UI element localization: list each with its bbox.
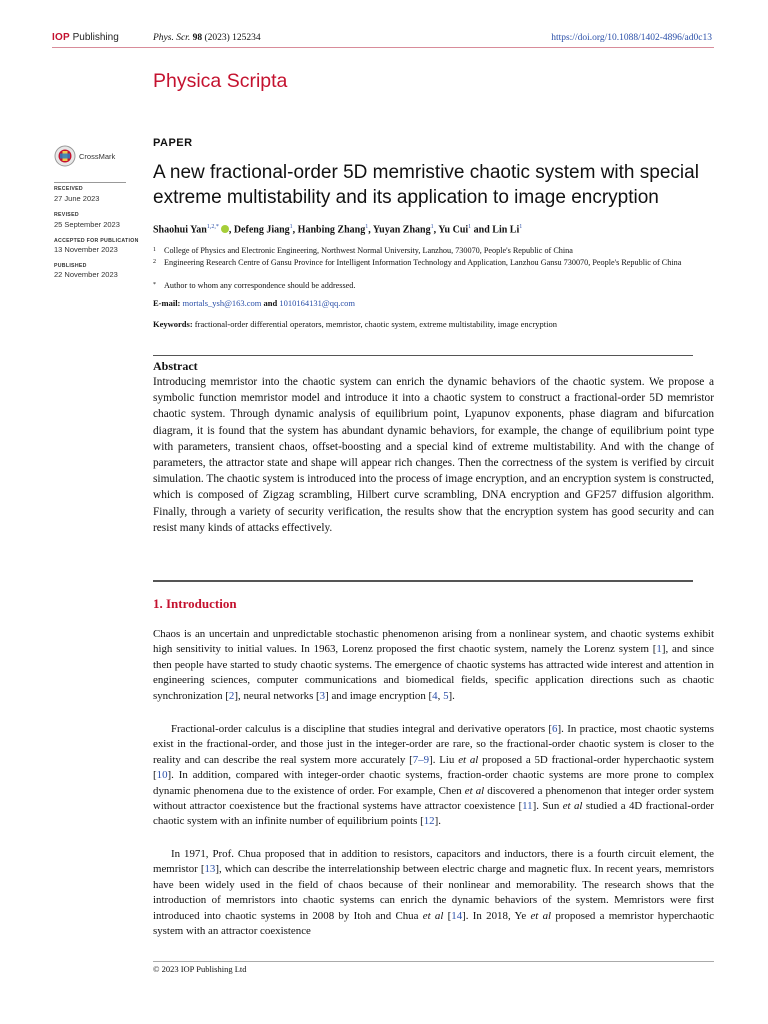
citation-ref[interactable]: 2 xyxy=(228,689,235,702)
text-run: ]. In 2018, Ye xyxy=(462,909,531,922)
paper-type: PAPER xyxy=(153,137,193,149)
author-affiliation-mark: 1,2,* xyxy=(206,224,219,230)
citation-journal: Phys. Scr. xyxy=(153,33,191,43)
crossmark-icon xyxy=(54,145,76,167)
email-line xyxy=(153,298,355,308)
logo-iop-text: IOP xyxy=(52,32,70,43)
doi-link[interactable]: https://doi.org/10.1088/1402-4896/ad0c13 xyxy=(551,33,712,43)
intro-paragraph-3 xyxy=(153,847,714,939)
abstract-heading: Abstract xyxy=(153,359,198,373)
revised-date: 25 September 2023 xyxy=(54,220,120,229)
crossmark-badge[interactable] xyxy=(54,142,124,170)
text-run: , xyxy=(437,689,444,702)
text-run: – xyxy=(418,753,424,766)
paper-title: A new fractional-order 5D memristive chaotic system with special extreme multistability and its application to image encryption xyxy=(153,162,699,208)
copyright-notice: © 2023 IOP Publishing Ltd xyxy=(153,964,247,974)
published-label: PUBLISHED xyxy=(54,263,87,269)
citation-ref[interactable]: 11 xyxy=(522,800,533,813)
logo-publishing-text: Publishing xyxy=(72,32,119,43)
citation xyxy=(153,32,261,44)
author-affiliation-mark: 1 xyxy=(365,224,369,230)
journal-title: Physica Scripta xyxy=(153,70,288,92)
author-affiliation-mark: 1 xyxy=(468,224,472,230)
text-run: studied a 4D fractional-order chaotic system with an infinite number of equilibrium points [ xyxy=(153,800,714,828)
citation-ref[interactable]: 14 xyxy=(451,909,463,922)
citation-ref[interactable]: 3 xyxy=(319,689,326,702)
author-affiliation-mark: 1 xyxy=(430,224,434,230)
text-run: ]. In addition, compared with integer-order chaotic systems, fraction-order chaotic systems are more prone to complex dynamic phenomena due to the existence of order. For example, Chen xyxy=(153,769,714,797)
text-run: et al xyxy=(530,909,552,922)
section-heading-introduction: 1. Introduction xyxy=(153,596,237,611)
abstract-text: Introducing memristor into the chaotic system can enrich the dynamic behaviors of the chaotic system. We propose a symbolic function memristor model and introduce it into a chaotic system to construct a fractional-order 5D memristor chaotic system. Through dynamic analysis of equilibrium point, Lyapunov exponents, phase diagram and bifurcation diagram, it is found that the system has abundant dynamic behaviors, for example, the change of equilibrium point type with parameters, transient chaos, offset-boosting and a special kind of extreme multistability. And with the change of parameters, the attractor state and shape will appear rich changes. Then the correctness of the system is verified by circuit simulation. The chaotic system is introduced into the process of image encryption, and an encryption system is constructed, which is composed of Zigzag scrambling, Hilbert curve scrambling, DNA encryption and GF257 diffusion algorithm. Finally, through a variety of security verification, the results show that the encryption system has good security and can resist many kinds of attacks effectively. xyxy=(153,376,714,534)
text-run: ], and since then people have started to study chaotic systems. The emergence of chaotic systems has attracted wide interest and attention in engineering sciences, computer communications and biomedical fields, specific application directions such as chaotic synchronization [ xyxy=(153,643,714,702)
citation-ref[interactable]: 4 xyxy=(432,689,438,702)
author-name: Yuyan Zhang xyxy=(372,224,431,236)
abstract-bottom-rule xyxy=(153,580,693,582)
keywords-label: Keywords: xyxy=(153,319,193,329)
accepted-label: ACCEPTED FOR PUBLICATION xyxy=(54,238,139,244)
intro-paragraph-1 xyxy=(153,627,714,704)
intro-paragraph-2 xyxy=(153,722,714,830)
text-run: ]. In practice, most chaotic systems exist in the fractional-order, and those just in the integer-order are rare, so the fractional-order chaotic system is closer to the reality and can describe the real system more accurately [ xyxy=(153,723,714,766)
text-run: proposed a memristor hyperchaotic system with an attractor coexistence xyxy=(153,909,714,938)
text-run: ], which can describe the interrelationship between electric charge and magnetic flux. In recent years, memristors have been widely used in the field of chaos because of their nonlinear and memorability. The research shows that the introduction of memristors into chaotic systems can enrich the dynamic behaviors of the system. Memristors were first introduced into chaotic systems in 2008 by Itoh and Chua xyxy=(153,863,714,922)
iop-publishing-logo xyxy=(52,32,119,44)
citation-ref[interactable]: 13 xyxy=(204,863,216,876)
text-run: ]. Sun xyxy=(532,800,563,813)
text-run: ]. Liu xyxy=(429,753,459,766)
keywords-text: fractional-order differential operators, memristor, chaotic system, extreme multistability, image encryption xyxy=(194,319,558,329)
text-run: ]. xyxy=(448,689,455,702)
text-run: [ xyxy=(443,909,452,922)
affiliation-text: College of Physics and Electronic Engineering, Northwest Normal University, Lanzhou, 730070, People's Republic of China xyxy=(164,246,573,255)
citation-ref[interactable]: 1 xyxy=(656,643,662,656)
author-name: Yu Cui xyxy=(438,224,469,236)
text-run: ] and image encryption [ xyxy=(325,689,433,702)
published-date: 22 November 2023 xyxy=(54,270,118,279)
text-run: proposed a 5D fractional-order hyperchaotic system [ xyxy=(153,753,715,782)
citation-volume: 98 xyxy=(192,33,203,43)
email-label: E-mail: xyxy=(153,298,181,308)
author-affiliation-mark: 1 xyxy=(289,224,293,230)
text-run: et al xyxy=(464,784,485,797)
received-date: 27 June 2023 xyxy=(54,194,100,203)
revised-label: REVISED xyxy=(54,212,79,218)
affiliation-mark: 1 xyxy=(153,247,156,253)
citation-ref[interactable]: 6 xyxy=(552,723,558,735)
email-link-1[interactable]: mortals_ysh@163.com xyxy=(182,298,262,308)
received-label: RECEIVED xyxy=(54,186,83,192)
text-run: In 1971, Prof. Chua proposed that in addition to resistors, capacitors and inductors, there is a fourth circuit element, the memristor [ xyxy=(153,848,714,876)
text-run: et al xyxy=(458,753,479,766)
email-link-2[interactable]: 1010164131@qq.com xyxy=(279,298,355,308)
footer-divider xyxy=(153,961,714,962)
orcid-icon[interactable] xyxy=(221,225,229,233)
author-name: Shaohui Yan xyxy=(153,224,207,236)
crossmark-label: CrossMark xyxy=(79,151,116,161)
accepted-date: 13 November 2023 xyxy=(54,245,118,254)
citation-ref[interactable]: 9 xyxy=(423,753,430,766)
author-name: Hanbing Zhang xyxy=(297,224,366,236)
sidebar-divider xyxy=(54,182,126,183)
abstract-top-rule xyxy=(153,355,693,356)
affiliation-text: Author to whom any correspondence should be addressed. xyxy=(164,281,356,290)
author-list: Shaohui Yan$^{1,2,*}$ , Defeng Jiang$^1$, Hanbing Zhang$^1$, Yuyan Zhang$^1$, Yu Cui$^1$ and Lin Li$^1$ xyxy=(153,224,523,236)
citation-ref[interactable]: 7 xyxy=(412,753,419,766)
author-affiliation-mark: 1 xyxy=(519,224,523,230)
affiliation-mark: * xyxy=(153,282,156,288)
text-run: discovered a phenomenon that integer order system without attractor coexistence but the fractional systems have attractor coexistence [ xyxy=(153,784,714,813)
citation-rest: (2023) 125234 xyxy=(204,33,261,43)
text-run: ]. xyxy=(434,815,441,828)
email-and: and xyxy=(263,298,278,308)
keywords-line xyxy=(153,319,557,329)
affiliation-mark: 2 xyxy=(153,259,156,265)
header-divider xyxy=(52,47,714,48)
text-run: Chaos is an uncertain and unpredictable stochastic phenomenon arising from a nonlinear system, and chaotic systems exhibit high sensitivity to initial values. In 1963, Lorenz proposed the first chaotic system, namely the Lorenz system [ xyxy=(153,628,714,656)
authors-and: and xyxy=(473,224,490,236)
citation-ref[interactable]: 12 xyxy=(423,815,435,828)
text-run: ], neural networks [ xyxy=(234,689,320,702)
text-run: Fractional-order calculus is a discipline that studies integral and derivative operators [ xyxy=(171,723,553,735)
text-run: et al xyxy=(562,800,583,813)
affiliation-text: Engineering Research Centre of Gansu Province for Intelligent Information Technology and Application, Lanzhou Gansu 730070, People's Republic of China xyxy=(164,258,682,267)
citation-ref[interactable]: 10 xyxy=(156,769,168,782)
citation-ref[interactable]: 5 xyxy=(443,689,449,702)
author-name: Defeng Jiang xyxy=(233,224,290,236)
text-run: et al xyxy=(422,909,444,922)
author-name: Lin Li xyxy=(492,224,520,236)
